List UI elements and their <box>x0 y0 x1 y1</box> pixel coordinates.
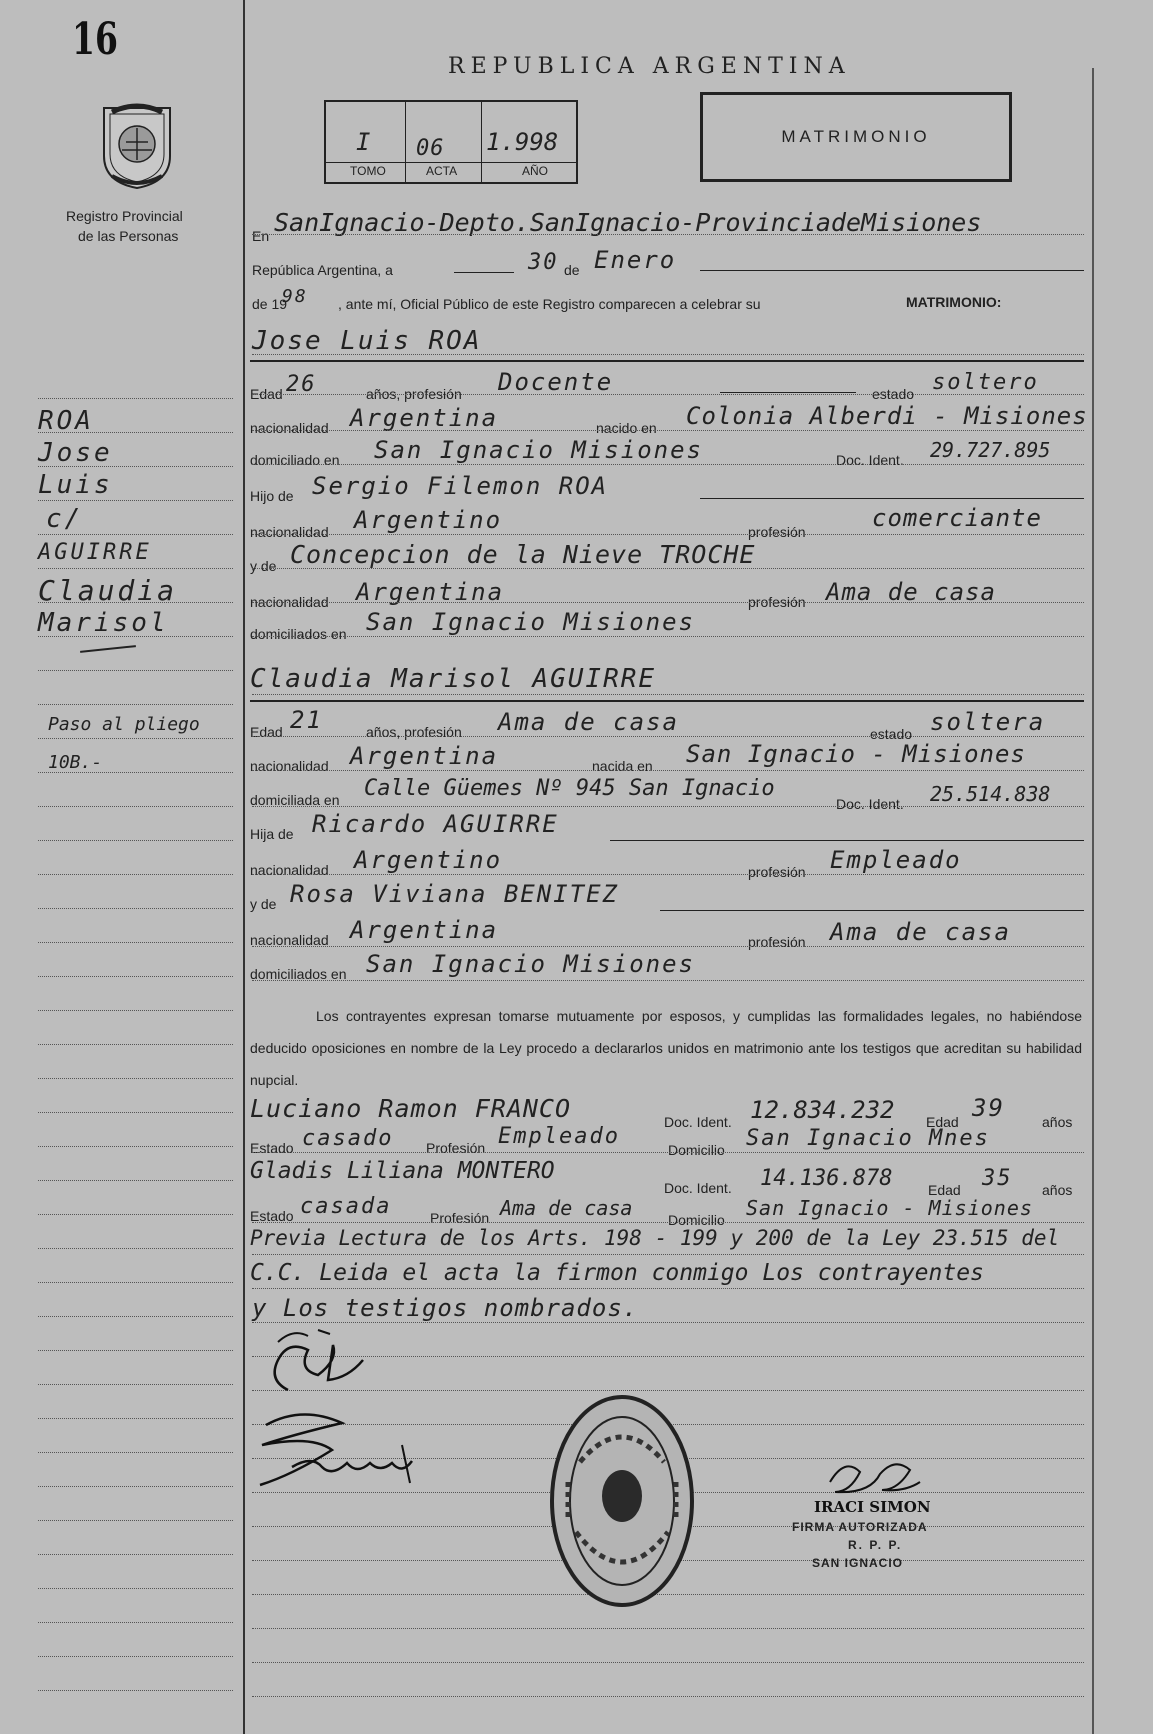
margin-line-7: Marisol <box>38 608 169 638</box>
line <box>38 1588 233 1589</box>
tomo-value: I <box>356 128 373 156</box>
bride-doc: 25.514.838 <box>930 782 1051 806</box>
acta-value: 06 <box>416 136 445 161</box>
witness1-prof-label: Profesión <box>426 1140 486 1156</box>
groom-estado: soltero <box>932 370 1039 395</box>
appear-text: , ante mí, Oficial Público de este Registro comparecen a celebrar su <box>338 296 761 312</box>
groom-nationality: Argentina <box>350 404 499 432</box>
country-heading: REPUBLICA ARGENTINA <box>448 54 851 79</box>
line <box>252 770 1084 771</box>
line <box>252 946 1084 947</box>
line <box>38 1554 233 1555</box>
witness2-estado-label: Estado <box>250 1208 294 1224</box>
witness2-doc-label: Doc. Ident. <box>664 1180 732 1196</box>
line <box>38 942 233 943</box>
line <box>38 806 233 807</box>
official-line-3: R. P. P. <box>848 1538 903 1552</box>
line <box>38 874 233 875</box>
groom-domic-label: domiciliado en <box>250 452 340 468</box>
line <box>38 568 233 569</box>
groom-mother-nationality: Argentina <box>356 578 505 606</box>
republica-label: República Argentina, a <box>252 262 393 278</box>
line <box>38 1214 233 1215</box>
bride-yde-label: y de <box>250 896 277 912</box>
column-divider <box>243 0 245 1734</box>
witness1-edad-label: Edad <box>926 1114 959 1130</box>
witness1-anios-label: años <box>1042 1114 1073 1130</box>
line <box>252 736 1084 737</box>
bride-nac-label: nacionalidad <box>250 758 329 774</box>
margin-note-1: Paso al pliego <box>48 714 200 735</box>
witness1-name: Luciano Ramon FRANCO <box>250 1094 572 1123</box>
line <box>38 1044 233 1045</box>
witness2-age: 35 <box>982 1166 1013 1191</box>
margin-line-6: Claudia <box>38 574 178 607</box>
line <box>252 1696 1084 1697</box>
witness2-dom-label: Domicilio <box>668 1212 725 1228</box>
groom-domicile: San Ignacio Misiones <box>374 436 703 464</box>
line <box>38 1282 233 1283</box>
section-divider <box>250 360 1084 362</box>
groom-parents-dom-label: domiciliados en <box>250 626 347 642</box>
groom-anios-label: años, profesión <box>366 386 462 402</box>
witness1-doc: 12.834.232 <box>750 1096 895 1124</box>
acta-label: ACTA <box>426 164 458 178</box>
line <box>38 398 233 399</box>
line <box>252 1662 1084 1663</box>
margin-line-4: c/ <box>46 504 84 534</box>
ano-value: 1.998 <box>486 128 559 156</box>
groom-mother-prof-label: profesión <box>748 594 806 610</box>
statement-text: Los contrayentes expresan tomarse mutuamente por esposos, y cumplidas las formalidades legales, no habiéndose deducido oposiciones en nombre de la Ley procedo a declararlos unidos en matrimonio ante los testigos que acreditan su habilidad nupcial. <box>250 1008 1082 1088</box>
line <box>38 1418 233 1419</box>
line <box>252 1254 1084 1255</box>
groom-doc: 29.727.895 <box>930 438 1051 462</box>
bride-profession: Ama de casa <box>498 708 679 736</box>
groom-hijo-label: Hijo de <box>250 488 294 504</box>
bride-doc-label: Doc. Ident. <box>836 796 904 812</box>
witness2-name: Gladis Liliana MONTERO <box>250 1158 555 1184</box>
groom-father-nac-label: nacionalidad <box>250 524 329 540</box>
line <box>38 1010 233 1011</box>
line <box>38 1350 233 1351</box>
line <box>252 694 1084 695</box>
groom-mother: Concepcion de la Nieve TROCHE <box>290 540 756 569</box>
official-stamp <box>546 1392 698 1610</box>
groom-birthplace: Colonia Alberdi - Misiones <box>686 402 1088 430</box>
signature-2 <box>252 1405 432 1495</box>
line <box>38 1384 233 1385</box>
line <box>38 1078 233 1079</box>
witness1-estado-label: Estado <box>250 1140 294 1156</box>
closing-line-2: C.C. Leida el acta la firmon conmigo Los contrayentes <box>250 1260 984 1286</box>
line <box>660 910 1084 911</box>
line <box>252 354 1084 355</box>
groom-parents-domicile: San Ignacio Misiones <box>366 608 695 636</box>
line <box>38 534 233 535</box>
line <box>700 270 1084 271</box>
witness2-prof-label: Profesión <box>430 1210 490 1226</box>
line <box>38 1146 233 1147</box>
bride-nacida-label: nacida en <box>592 758 653 774</box>
groom-edad-label: Edad <box>250 386 283 402</box>
groom-father-nationality: Argentino <box>354 506 503 534</box>
line <box>252 394 1084 395</box>
line <box>38 1656 233 1657</box>
line <box>38 1622 233 1623</box>
bride-father-nac-label: nacionalidad <box>250 862 329 878</box>
witness2-domicile: San Ignacio - Misiones <box>746 1196 1033 1220</box>
tomo-label: TOMO <box>350 164 386 178</box>
groom-age: 26 <box>286 372 317 397</box>
line <box>252 1628 1084 1629</box>
tomo-acta-box <box>324 100 578 184</box>
line <box>38 1316 233 1317</box>
registry-label-1: Registro Provincial <box>66 208 183 224</box>
line <box>38 1112 233 1113</box>
bride-domic-label: domiciliada en <box>250 792 340 808</box>
official-line-4: SAN IGNACIO <box>812 1556 904 1570</box>
witness2-anios-label: años <box>1042 1182 1073 1198</box>
line <box>700 498 1084 499</box>
page-number: 16 <box>72 14 118 65</box>
line <box>720 392 856 393</box>
en-label: En <box>252 228 270 244</box>
line <box>252 1222 1084 1223</box>
line <box>252 430 1084 431</box>
groom-profession: Docente <box>498 368 614 396</box>
groom-father: Sergio Filemon ROA <box>312 472 609 500</box>
line <box>38 1180 233 1181</box>
bride-parents-domicile: San Ignacio Misiones <box>366 950 695 978</box>
line <box>38 976 233 977</box>
line <box>252 234 1084 235</box>
bride-nationality: Argentina <box>350 742 499 770</box>
line <box>38 1520 233 1521</box>
witness1-profession: Empleado <box>498 1124 620 1149</box>
line <box>38 1248 233 1249</box>
groom-yde-label: y de <box>250 558 277 574</box>
groom-mother-profession: Ama de casa <box>826 578 996 606</box>
margin-note-2: 10B.- <box>48 752 103 773</box>
witness1-domicile: San Ignacio Mnes <box>746 1126 990 1151</box>
line <box>38 840 233 841</box>
line <box>38 1486 233 1487</box>
underline-mark <box>80 645 136 653</box>
line <box>38 500 233 501</box>
bride-estado: soltera <box>930 708 1046 736</box>
line <box>252 980 1084 981</box>
bride-parents-dom-label: domiciliados en <box>250 966 347 982</box>
witness1-age: 39 <box>972 1094 1005 1122</box>
line <box>38 670 233 671</box>
official-line-2: FIRMA AUTORIZADA <box>792 1520 928 1534</box>
line <box>252 874 1084 875</box>
line <box>38 738 233 739</box>
closing-line-3: y Los testigos nombrados. <box>252 1294 639 1322</box>
bride-father-prof-label: profesión <box>748 864 806 880</box>
groom-name: Jose Luis ROA <box>252 326 482 356</box>
bride-name: Claudia Marisol AGUIRRE <box>250 664 657 694</box>
margin-line-3: Luis <box>38 470 113 500</box>
appear-bold: MATRIMONIO: <box>906 294 1002 310</box>
groom-nac-label: nacionalidad <box>250 420 329 436</box>
line <box>38 908 233 909</box>
bride-father-nationality: Argentino <box>354 846 503 874</box>
witness1-doc-label: Doc. Ident. <box>664 1114 732 1130</box>
bride-mother-nac-label: nacionalidad <box>250 932 329 948</box>
section-divider <box>250 700 1084 702</box>
line <box>252 464 1084 465</box>
bride-mother-profession: Ama de casa <box>830 918 1011 946</box>
witness2-estado: casada <box>300 1194 392 1219</box>
witness2-doc: 14.136.878 <box>760 1166 893 1191</box>
intro-month: Enero <box>594 246 677 274</box>
margin-line-5: AGUIRRE <box>38 540 152 565</box>
line <box>252 1288 1084 1289</box>
bride-estado-label: estado <box>870 726 913 742</box>
year-suffix: 98 <box>282 286 308 307</box>
groom-estado-label: estado <box>872 386 915 402</box>
line <box>252 602 1084 603</box>
act-type-label: MATRIMONIO <box>781 127 931 146</box>
bride-hija-label: Hija de <box>250 826 294 842</box>
line <box>252 534 1084 535</box>
bride-anios-label: años, profesión <box>366 724 462 740</box>
line <box>252 568 1084 569</box>
bride-mother: Rosa Viviana BENITEZ <box>290 880 619 908</box>
bride-age: 21 <box>290 706 323 734</box>
act-type-box <box>700 92 1012 182</box>
bride-mother-prof-label: profesión <box>748 934 806 950</box>
bride-mother-nationality: Argentina <box>350 916 499 944</box>
line <box>610 840 1084 841</box>
intro-day: 30 <box>528 250 559 275</box>
line <box>38 1452 233 1453</box>
year-label: de 19 <box>252 296 288 312</box>
registry-label-2: de las Personas <box>78 228 179 244</box>
bride-father: Ricardo AGUIRRE <box>312 810 559 838</box>
line <box>38 1690 233 1691</box>
witness2-edad-label: Edad <box>928 1182 961 1198</box>
line <box>252 806 1084 807</box>
groom-father-profession: comerciante <box>872 504 1042 532</box>
witness1-estado: casado <box>302 1126 394 1151</box>
closing-line-1: Previa Lectura de los Arts. 198 - 199 y 200 de la Ley 23.515 del <box>250 1226 1060 1250</box>
ano-label: AÑO <box>522 164 549 178</box>
bride-birthplace: San Ignacio - Misiones <box>686 740 1026 768</box>
signature-1 <box>258 1320 378 1400</box>
margin-line-2: Jose <box>38 438 113 468</box>
witness2-profession: Ama de casa <box>500 1196 633 1220</box>
official-name: IRACI SIMON <box>814 1498 931 1516</box>
bride-father-profession: Empleado <box>830 846 962 874</box>
line <box>38 704 233 705</box>
de-label: de <box>564 262 580 278</box>
margin-line-1: ROA <box>38 406 94 436</box>
groom-nacido-label: nacido en <box>596 420 657 436</box>
groom-mother-nac-label: nacionalidad <box>250 594 329 610</box>
witness1-dom-label: Domicilio <box>668 1142 725 1158</box>
line <box>454 272 514 273</box>
groom-father-prof-label: profesión <box>748 524 806 540</box>
bride-domicile: Calle Güemes Nº 945 San Ignacio <box>364 776 775 801</box>
line <box>252 636 1084 637</box>
bride-edad-label: Edad <box>250 724 283 740</box>
province-seal <box>98 98 176 190</box>
line <box>252 1152 1084 1153</box>
groom-doc-label: Doc. Ident. <box>836 452 904 468</box>
intro-place: SanIgnacio-Depto.SanIgnacio-ProvinciadeMisiones <box>274 208 982 237</box>
right-border <box>1092 68 1094 1734</box>
